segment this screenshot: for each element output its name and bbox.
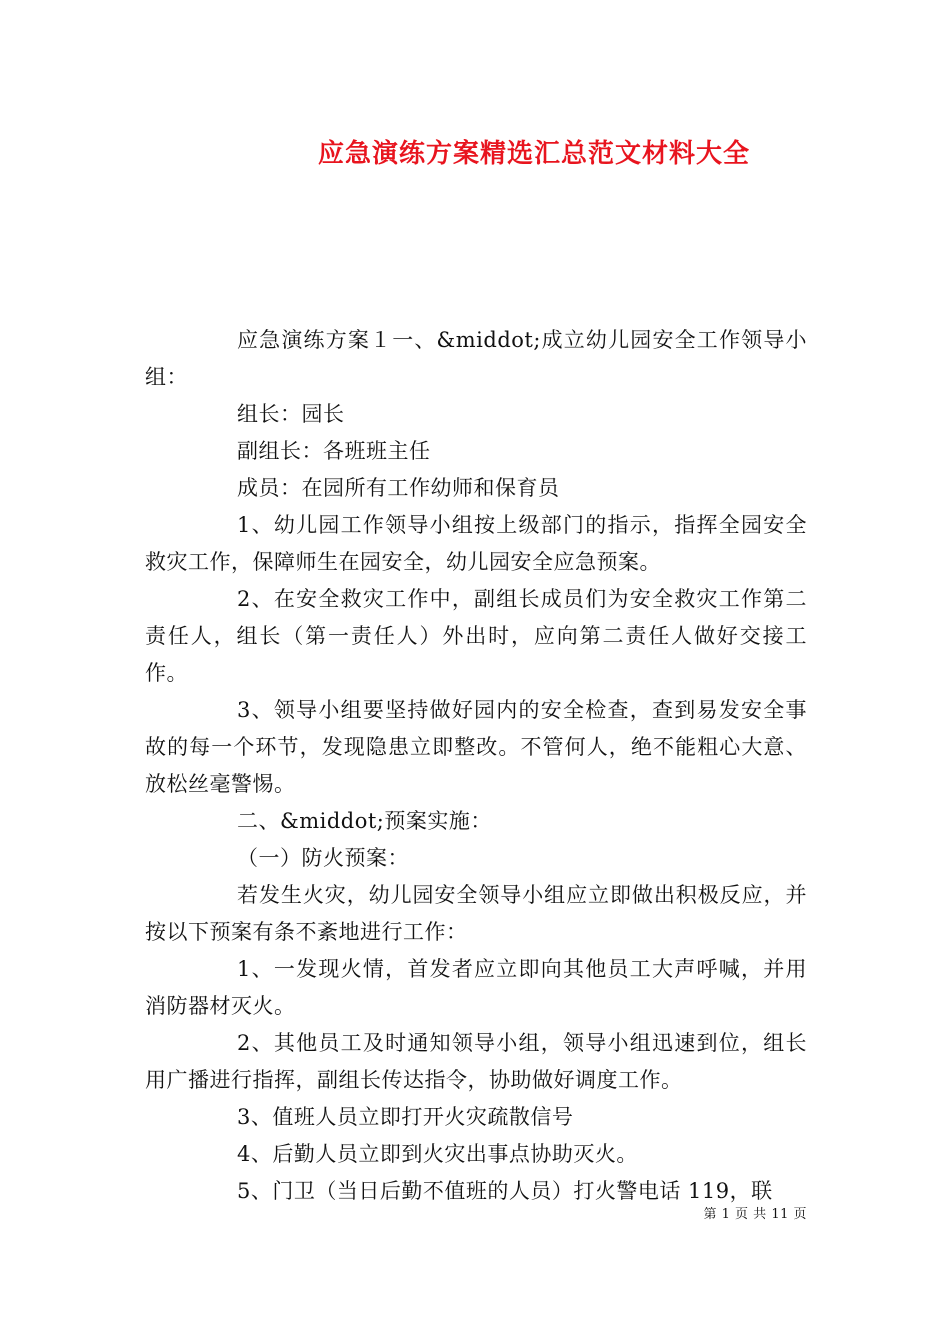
paragraph: 3、领导小组要坚持做好园内的安全检查，查到易发安全事故的每一个环节，发现隐患立即整改。不管何人，绝不能粗心大意、放松丝毫警惕。 xyxy=(145,698,807,796)
paragraph: 组长：园长 xyxy=(237,402,345,426)
document-title: 应急演练方案精选汇总范文材料大全 xyxy=(317,139,750,169)
paragraph: 1、一发现火情，首发者应立即向其他员工大声呼喊，并用消防器材灭火。 xyxy=(145,957,807,1018)
paragraph: 二、&middot;预案实施： xyxy=(237,809,492,833)
paragraph: 1、幼儿园工作领导小组按上级部门的指示，指挥全园安全救灾工作，保障师生在园安全，幼儿园安全应急预案。 xyxy=(145,513,807,574)
paragraph: 若发生火灾，幼儿园安全领导小组应立即做出积极反应，并按以下预案有条不紊地进行工作： xyxy=(145,883,807,944)
paragraph: 3、值班人员立即打开火灾疏散信号 xyxy=(237,1105,574,1129)
paragraph: 应急演练方案１一、&middot;成立幼儿园安全工作领导小组： xyxy=(145,328,807,389)
paragraph: 2、在安全救灾工作中，副组长成员们为安全救灾工作第二责任人，组长（第一责任人）外出时，应向第二责任人做好交接工作。 xyxy=(145,587,807,685)
paragraph: 2、其他员工及时通知领导小组，领导小组迅速到位，组长用广播进行指挥，副组长传达指令，协助做好调度工作。 xyxy=(145,1031,807,1092)
paragraph: 4、后勤人员立即到火灾出事点协助灭火。 xyxy=(237,1142,638,1166)
paragraph: 5、门卫（当日后勤不值班的人员）打火警电话 119，联 xyxy=(237,1179,773,1203)
paragraph: 成员：在园所有工作幼师和保育员 xyxy=(237,476,560,500)
document-body xyxy=(145,322,807,1210)
page-number: 第 1 页 共 11 页 xyxy=(703,1207,807,1222)
paragraph: （一）防火预案： xyxy=(237,846,409,870)
paragraph: 副组长：各班班主任 xyxy=(237,439,431,463)
